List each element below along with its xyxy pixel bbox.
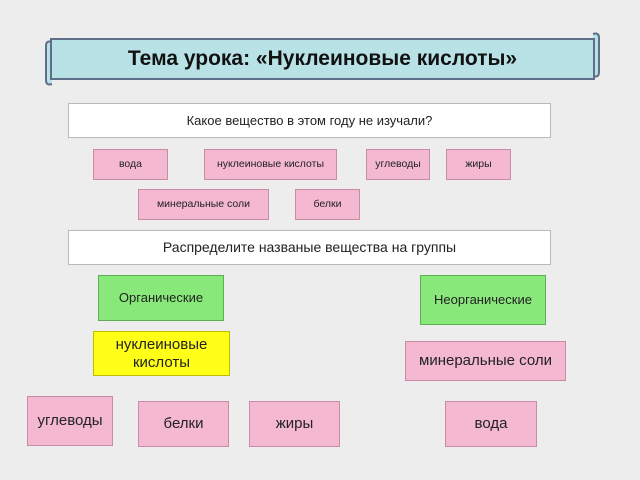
answer-fats[interactable]: жиры xyxy=(249,401,340,447)
option-proteins[interactable]: белки xyxy=(295,189,360,220)
answer-mineral-salts[interactable]: минеральные соли xyxy=(405,341,566,381)
option-carbohydrates[interactable]: углеводы xyxy=(366,149,430,180)
title-banner xyxy=(40,30,605,86)
group-organic: Органические xyxy=(98,275,224,321)
instruction-bar: Распределите названые вещества на группы xyxy=(68,230,551,265)
question-bar: Какое вещество в этом году не изучали? xyxy=(68,103,551,138)
option-fats[interactable]: жиры xyxy=(446,149,511,180)
answer-nucleic-acids[interactable]: нуклеиновые кислоты xyxy=(93,331,230,376)
option-mineral-salts[interactable]: минеральные соли xyxy=(138,189,269,220)
answer-proteins[interactable]: белки xyxy=(138,401,229,447)
option-water[interactable]: вода xyxy=(93,149,168,180)
page-title: Тема урока: «Нуклеиновые кислоты» xyxy=(50,38,595,80)
answer-carbohydrates[interactable]: углеводы xyxy=(27,396,113,446)
group-inorganic: Неорганические xyxy=(420,275,546,325)
option-nucleic-acids[interactable]: нуклеиновые кислоты xyxy=(204,149,337,180)
answer-water[interactable]: вода xyxy=(445,401,537,447)
